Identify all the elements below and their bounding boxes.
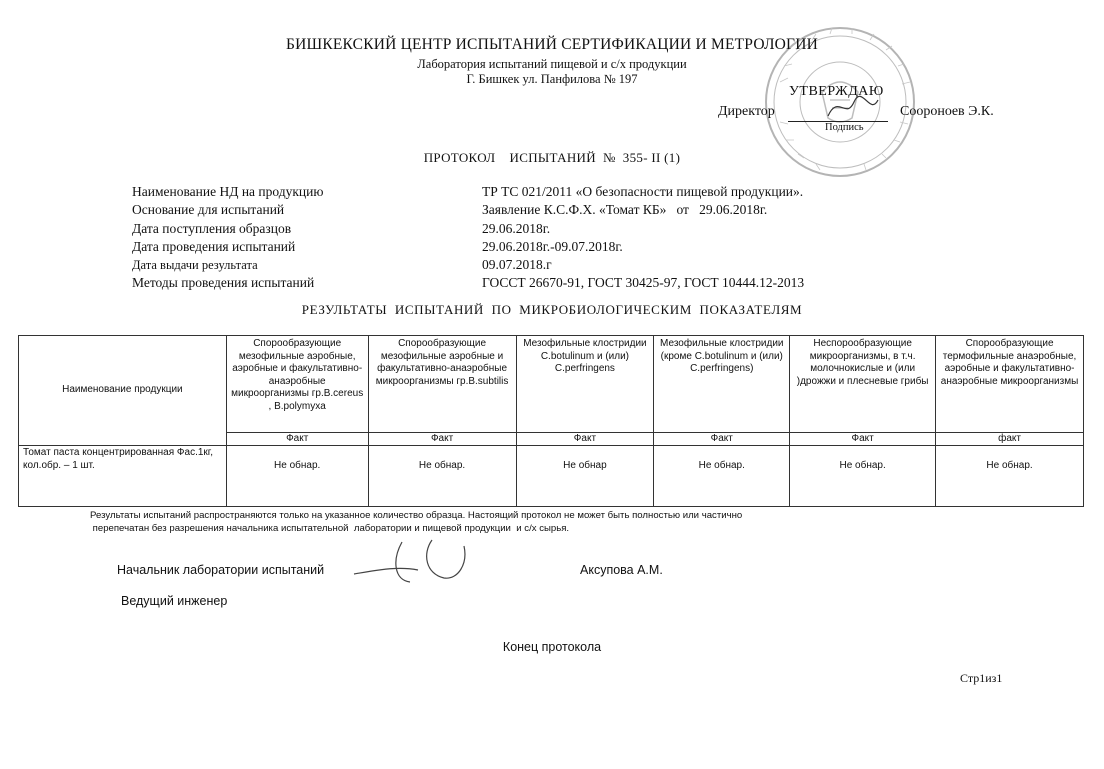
column-header: Неспорообразующие микроорганизмы, в т.ч. молочнокислые и (или )дрожжи и плесневые грибы [790, 336, 936, 433]
disclaimer-line: Результаты испытаний распространяются только на указанное количество образца. Настоящий протокол не может быть полностью или частично [90, 510, 743, 521]
info-row [132, 274, 804, 292]
protocol-title: ПРОТОКОЛ ИСПЫТАНИЙ № 355- II (1) [423, 150, 681, 165]
disclaimer-line: перепечатан без разрешения начальника испытательной лаборатории и пищевой продукции и с/х сырья. [90, 523, 570, 534]
fact-subheader: Факт [226, 433, 368, 446]
fact-subheader: Факт [516, 433, 654, 446]
info-value: ГОССТ 26670-91, ГОСТ 30425-97, ГОСТ 10444.12-2013 [482, 275, 805, 291]
info-label: Основание для испытаний [132, 202, 285, 218]
chief-name: Аксупова А.М. [580, 563, 663, 577]
result-cell: Не обнар. [654, 446, 790, 507]
fact-subheader: факт [936, 433, 1084, 446]
column-header: Мезофильные клостридии (кроме C.botulinum и (или) C.perfringens) [654, 336, 790, 433]
results-title: РЕЗУЛЬТАТЫ ИСПЫТАНИЙ ПО МИКРОБИОЛОГИЧЕСКИМ ПОКАЗАТЕЛЯМ [301, 302, 803, 317]
director-signature-icon [820, 90, 900, 126]
fact-subheader: Факт [368, 433, 516, 446]
info-label: Методы проведения испытаний [132, 275, 315, 291]
info-row [132, 238, 804, 256]
director-name: Сооронoев Э.К. [900, 104, 994, 119]
fact-subheader: Факт [790, 433, 936, 446]
column-header: Спорообразующие термофильные анаэробные, аэробные и факультативно-анаэробные микроорганизмы [936, 336, 1084, 433]
end-of-protocol: Конец протокола [502, 640, 602, 654]
director-label: Директор [718, 104, 775, 119]
info-label: Дата проведения испытаний [132, 238, 296, 254]
product-header: Наименование продукции [19, 336, 227, 446]
result-cell: Не обнар [516, 446, 654, 507]
info-row [132, 256, 804, 274]
product-cell: Томат паста концентрированная Фас.1кг, кол.обр. – 1 шт. [19, 446, 227, 507]
table-row [19, 446, 1084, 507]
result-cell: Не обнар. [226, 446, 368, 507]
info-value: ТР ТС 021/2011 «О безопасности пищевой продукции». [482, 184, 804, 199]
info-row [132, 201, 804, 219]
fact-subheader: Факт [654, 433, 790, 446]
result-cell: Не обнар. [790, 446, 936, 507]
results-table [18, 335, 1084, 507]
info-row [132, 220, 804, 238]
column-header: Спорообразующие мезофильные аэробные и факультативно-анаэробные микроорганизмы гр.B.subtilis [368, 336, 516, 433]
organization-address: Г. Бишкек ул. Панфилова № 197 [466, 72, 638, 86]
protocol-info [132, 183, 804, 293]
chief-signature-icon [348, 530, 488, 590]
engineer-label: Ведущий инженер [121, 594, 228, 608]
signature-caption: Подпись [825, 122, 864, 133]
table-header-row [19, 336, 1084, 433]
info-label: Наименование НД на продукцию [132, 184, 324, 199]
chief-label: Начальник лаборатории испытаний [117, 563, 325, 577]
info-label: Дата поступления образцов [132, 220, 292, 236]
info-value: 29.06.2018г. [482, 220, 551, 236]
approval-label: УТВЕРЖДАЮ [789, 84, 884, 99]
organization-name: БИШКЕКСКИЙ ЦЕНТР ИСПЫТАНИЙ СЕРТИФИКАЦИИ И МЕТРОЛОГИИ [285, 36, 818, 53]
info-value: 29.06.2018г.-09.07.2018г. [482, 238, 623, 254]
laboratory-name: Лаборатория испытаний пищевой и с/х продукции [417, 57, 687, 71]
info-value: 09.07.2018.г [482, 257, 552, 273]
info-row [132, 183, 804, 201]
info-value: Заявление К.С.Ф.Х. «Томат КБ» от 29.06.2018г. [482, 202, 768, 218]
column-header: Спорообразующие мезофильные аэробные, аэробные и факультативно-анаэробные микроорганизмы гр.B.cereus , B.polymyxa [226, 336, 368, 433]
column-header: Мезофильные клостридии C.botulinum и (или) C.perfringens [516, 336, 654, 433]
result-cell: Не обнар. [368, 446, 516, 507]
page-number: Стр1из1 [960, 671, 1003, 685]
result-cell: Не обнар. [936, 446, 1084, 507]
info-label: Дата выдачи результата [132, 258, 258, 273]
